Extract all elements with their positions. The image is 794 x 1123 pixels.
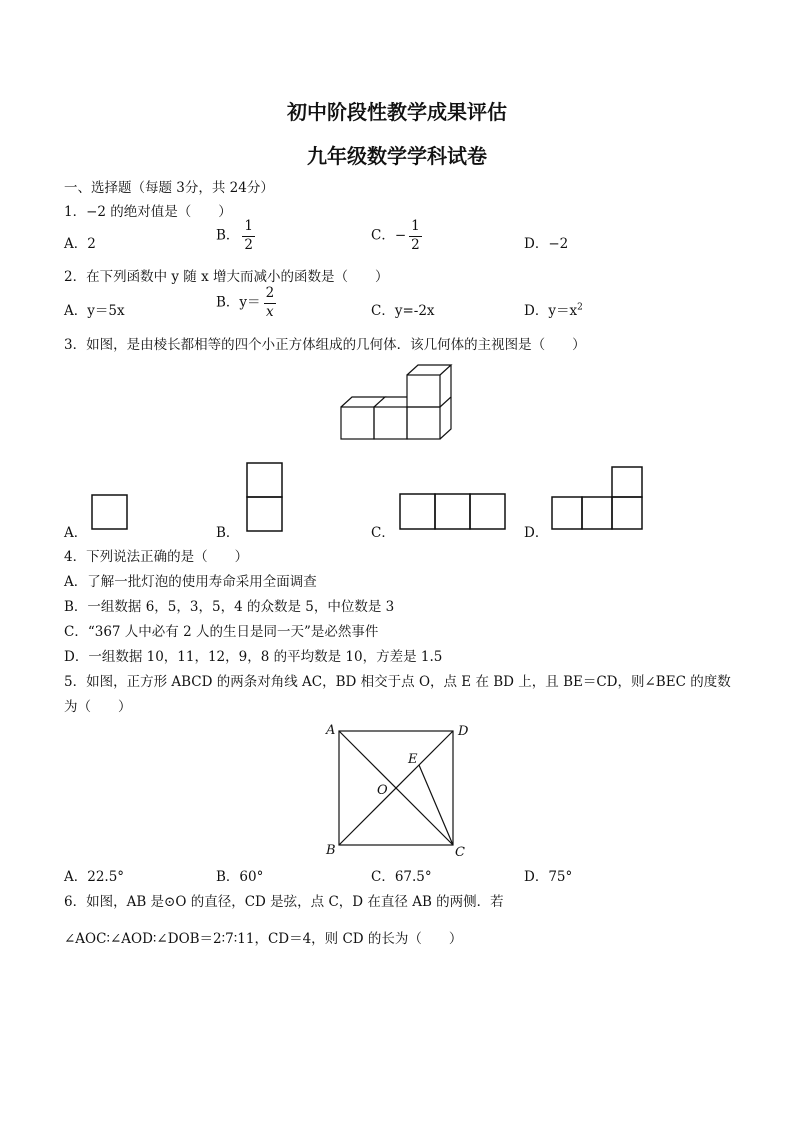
q1-option-c-denominator: 2 — [411, 236, 420, 253]
q3-option-b-figure — [246, 462, 284, 534]
q1-option-c-numerator: 1 — [409, 220, 422, 237]
q1-option-b-prefix: B． — [216, 227, 240, 244]
q4-stem: 4．下列说法正确的是（ ） — [64, 549, 249, 565]
q3-option-a-label: A． — [64, 525, 88, 541]
q5-label-o: O — [377, 783, 388, 798]
q1-option-b-fraction — [242, 220, 255, 252]
section-heading: 一、选择题（每题 3分，共 24分） — [64, 180, 274, 196]
q2-option-b-numerator: 2 — [264, 287, 277, 304]
q1-option-b-denominator: 2 — [244, 236, 254, 253]
q2-stem: 2．在下列函数中 y 随 x 增大而减小的函数是（ ） — [64, 269, 389, 285]
q2-option-c: C．y=-2x — [371, 303, 435, 319]
q2-option-b-prefix: B．y＝ — [216, 294, 261, 311]
q3-option-d-label: D． — [524, 525, 549, 541]
q1-option-c — [371, 220, 422, 252]
q4-option-b: B．一组数据 6，5，3，5，4 的众数是 5，中位数是 3 — [64, 599, 395, 615]
q5-option-a: A．22.5° — [64, 869, 125, 885]
q5-label-c: C — [455, 845, 465, 860]
q1-stem: 1．−2 的绝对值是（ ） — [64, 204, 232, 220]
q2-option-d-exponent: 2 — [577, 302, 583, 313]
q5-option-d: D．75° — [524, 869, 573, 885]
q2-option-d — [524, 299, 583, 319]
page-title: 初中阶段性教学成果评估 — [287, 100, 507, 124]
q5-label-e: E — [408, 752, 418, 767]
q5-option-b: B．60° — [216, 869, 264, 885]
q4-option-d: D．一组数据 10，11，12，9，8 的平均数是 10，方差是 1.5 — [64, 649, 443, 665]
q3-stem: 3．如图，是由棱长都相等的四个小正方体组成的几何体．该几何体的主视图是（ ） — [64, 337, 586, 353]
q3-option-a-figure — [91, 494, 129, 531]
q1-option-c-prefix: C．− — [371, 227, 407, 244]
q2-option-b — [216, 287, 276, 319]
q2-option-d-base: D．y＝x — [524, 303, 578, 319]
q3-option-d-figure — [551, 466, 645, 531]
page-subtitle: 九年级数学学科试卷 — [307, 144, 487, 168]
q3-solid-figure — [336, 360, 460, 444]
q3-option-b-label: B． — [216, 525, 240, 541]
q5-stem-line2: 为（ ） — [64, 699, 132, 715]
q5-label-b: B — [326, 843, 336, 858]
q6-stem-line1: 6．如图，AB 是⊙O 的直径，CD 是弦，点 C，D 在直径 AB 的两侧．若 — [64, 894, 504, 910]
q3-option-c-label: C． — [371, 525, 395, 541]
q4-option-a: A．了解一批灯泡的使用寿命采用全面调查 — [64, 574, 317, 590]
q1-option-d: D．−2 — [524, 236, 569, 252]
q5-label-a: A — [326, 723, 336, 738]
q5-label-d: D — [458, 724, 469, 739]
q4-option-c: C．“367 人中必有 2 人的生日是同一天”是必然事件 — [64, 624, 379, 640]
q2-option-b-fraction — [264, 287, 277, 319]
q5-option-c: C．67.5° — [371, 869, 432, 885]
q5-square-figure — [322, 718, 472, 860]
q6-stem-line2: ∠AOC∶∠AOD∶∠DOB＝2∶7∶11，CD＝4，则 CD 的长为（ ） — [64, 931, 463, 947]
q2-option-b-denominator: x — [266, 303, 274, 320]
q1-option-b — [216, 220, 255, 252]
q1-option-c-fraction — [409, 220, 422, 252]
q1-option-b-numerator: 1 — [242, 220, 255, 237]
q1-option-a: A．2 — [64, 236, 96, 252]
q5-stem-line1: 5．如图，正方形 ABCD 的两条对角线 AC，BD 相交于点 O，点 E 在 BD 上，且 BE＝CD，则∠BEC 的度数 — [64, 674, 731, 690]
q3-option-c-figure — [399, 493, 509, 531]
q2-option-a: A．y＝5x — [64, 303, 125, 319]
